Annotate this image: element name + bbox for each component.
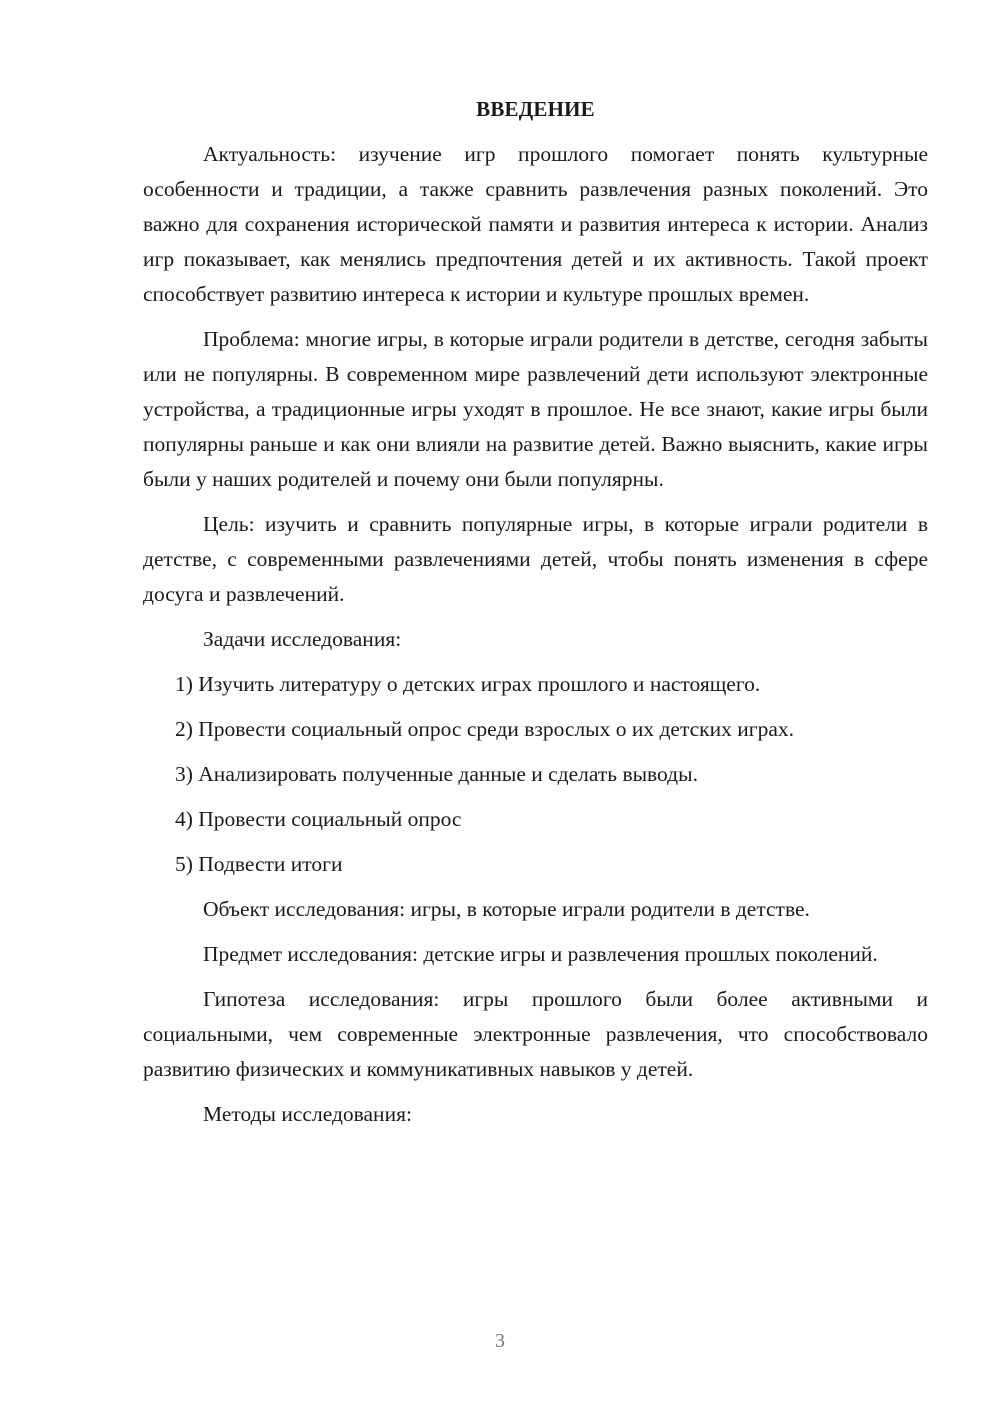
paragraph-hypothesis: Гипотеза исследования: игры прошлого были более активными и социальными, чем современные электронные развлечения, что способствовало развитию физических и коммуникативных навыков у детей.: [143, 987, 928, 1081]
document-page: [143, 92, 928, 1142]
list-item: 3) Анализировать полученные данные и сделать выводы.: [175, 762, 698, 786]
list-item: 1) Изучить литературу о детских играх прошлого и настоящего.: [175, 672, 761, 696]
list-item: 4) Провести социальный опрос: [175, 807, 462, 831]
paragraph-problem: Проблема: многие игры, в которые играли родители в детстве, сегодня забыты или не популярны. В современном мире развлечений дети используют электронные устройства, а традиционные игры уходят в прошлое. Не все знают, какие игры были популярны раньше и как они влияли на развитие детей. Важно выяснить, какие игры были у наших родителей и почему они были популярны.: [143, 327, 928, 491]
tasks-heading: Задачи исследования:: [203, 627, 402, 651]
paragraph-relevance: Актуальность: изучение игр прошлого помогает понять культурные особенности и традиции, а также сравнить развлечения разных поколений. Это важно для сохранения исторической памяти и развития интереса к истории. Анализ игр показывает, как менялись предпочтения детей и их активность. Такой проект способствует развитию интереса к истории и культуре прошлых времен.: [143, 142, 928, 306]
paragraph-goal: Цель: изучить и сравнить популярные игры, в которые играли родители в детстве, с современными развлечениями детей, чтобы понять изменения в сфере досуга и развлечений.: [143, 512, 928, 606]
list-item: 2) Провести социальный опрос среди взрослых о их детских играх.: [175, 717, 794, 741]
methods-heading: Методы исследования:: [203, 1102, 412, 1126]
paragraph-subject: Предмет исследования: детские игры и развлечения прошлых поколений.: [203, 942, 878, 966]
page-number: 3: [495, 1330, 505, 1352]
tasks-list: [143, 667, 928, 882]
list-item: 5) Подвести итоги: [175, 852, 343, 876]
section-title: ВВЕДЕНИЕ: [476, 97, 595, 121]
paragraph-object: Объект исследования: игры, в которые играли родители в детстве.: [203, 897, 810, 921]
